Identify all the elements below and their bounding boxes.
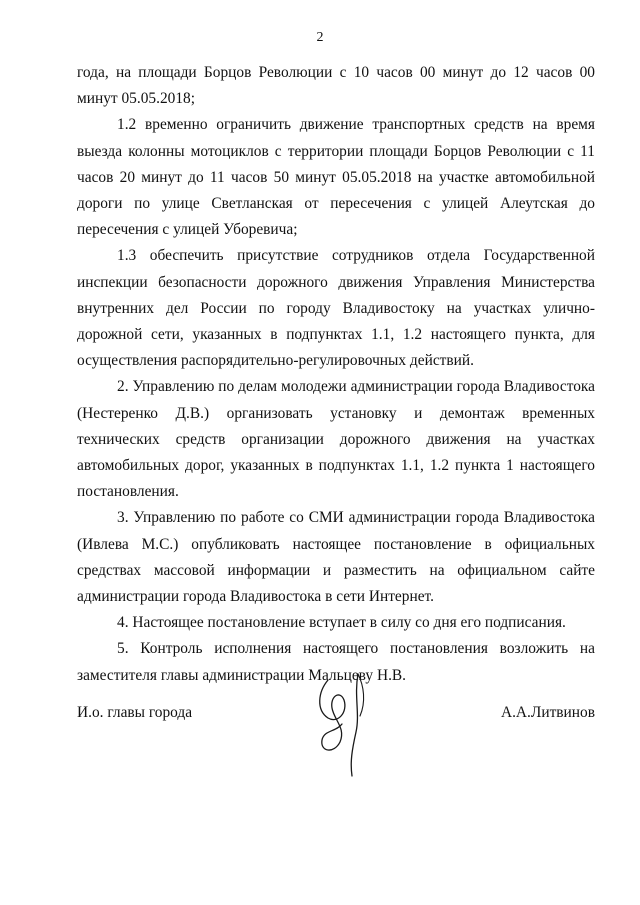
signatory-name: А.А.Литвинов (500, 704, 595, 721)
handwritten-signature (300, 662, 390, 782)
paragraph-5: 5. Контроль исполнения настоящего постановления возложить на заместителя главы администрации Мальцеву Н.В. (77, 640, 595, 684)
paragraph-3: 3. Управлению по работе со СМИ администрации города Владивостока (Ивлева М.С.) опубликовать настоящее постановление в официальных средствах массовой информации и разместить на официальном сайте администрации города Владивостока в сети Интернет. (77, 509, 595, 606)
paragraph-1-3: 1.3 обеспечить присутствие сотрудников отдела Государственной инспекции безопасности дорожного движения Управления Министерства внутренних дел России по городу Владивостоку на участках улично-дорожной сети, указанных в подпунктах 1.1, 1.2 настоящего пункта, для осуществления распорядительно-регулировочных действий. (77, 247, 595, 370)
paragraph-1-2: 1.2 временно ограничить движение транспортных средств на время выезда колонны мотоциклов с территории площади Борцов Революции с 11 часов 20 минут до 11 часов 50 минут 05.05.2018 на участке автомобильной дороги по улице Светланская от пересечения с улицей Алеутская до пересечения с улицей Уборевича; (77, 116, 595, 239)
page-number: 2 (316, 30, 324, 45)
document-body (77, 60, 595, 689)
signatory-title: И.о. главы города (77, 704, 193, 721)
paragraph-4: 4. Настоящее постановление вступает в силу со дня его подписания. (117, 614, 566, 632)
paragraph-2: 2. Управлению по делам молодежи администрации города Владивостока (Нестеренко Д.В.) организовать установку и демонтаж временных технических средств организации дорожного движения на участках автомобильных дорог, указанных в подпунктах 1.1, 1.2 пункта 1 настоящего постановления. (77, 378, 595, 501)
paragraph-continuation: года, на площади Борцов Революции с 10 часов 00 минут до 12 часов 00 минут 05.05.2018; (77, 64, 595, 108)
